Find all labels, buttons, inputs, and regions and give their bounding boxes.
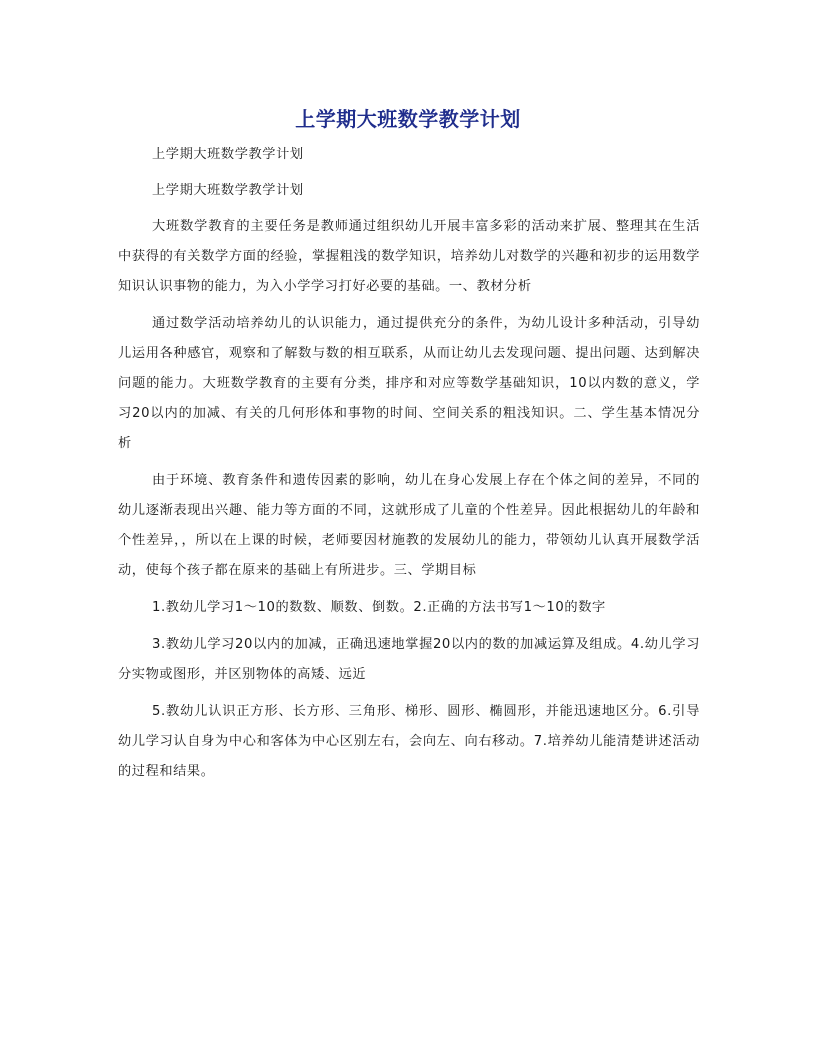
paragraph-subtitle-2: 上学期大班数学教学计划 <box>152 183 304 198</box>
paragraph-intro: 大班数学教育的主要任务是教师通过组织幼儿开展丰富多彩的活动来扩展、整理其在生活中获得的有关数学方面的经验，掌握粗浅的数学知识，培养幼儿对数学的兴趣和初步的运用数学知识认识事物的能力，为入小学学习打好必要的基础。一、教材分析 <box>118 219 700 294</box>
paragraph-goal-1-2: 1.教幼儿学习1～10的数数、顺数、倒数。2.正确的方法书写1～10的数字 <box>152 600 606 615</box>
paragraph-goal-5-7: 5.教幼儿认识正方形、长方形、三角形、梯形、圆形、椭圆形，并能迅速地区分。6.引导幼儿学习认自身为中心和客体为中心区别左右，会向左、向右移动。7.培养幼儿能清楚讲述活动的过程和结果。 <box>118 704 700 779</box>
document-body <box>118 140 700 794</box>
paragraph-subtitle-1: 上学期大班数学教学计划 <box>152 147 304 162</box>
paragraph-student-analysis: 由于环境、教育条件和遗传因素的影响，幼儿在身心发展上存在个体之间的差异，不同的幼儿逐渐表现出兴趣、能力等方面的不同，这就形成了儿童的个性差异。因此根据幼儿的年龄和个性差异，，所以在上课的时候，老师要因材施教的发展幼儿的能力，带领幼儿认真开展数学活动，使每个孩子都在原来的基础上有所进步。三、学期目标 <box>118 473 700 578</box>
paragraph-materials-analysis: 通过数学活动培养幼儿的认识能力，通过提供充分的条件，为幼儿设计多种活动，引导幼儿运用各种感官，观察和了解数与数的相互联系，从而让幼儿去发现问题、提出问题、达到解决问题的能力。大班数学教育的主要有分类，排序和对应等数学基础知识，10以内数的意义，学习20以内的加减、有关的几何形体和事物的时间、空间关系的粗浅知识。二、学生基本情况分析 <box>118 316 700 451</box>
document-title: 上学期大班数学教学计划 <box>295 107 521 131</box>
paragraph-goal-3-4: 3.教幼儿学习20以内的加减，正确迅速地掌握20以内的数的加减运算及组成。4.幼儿学习分实物或图形，并区别物体的高矮、远近 <box>118 637 700 682</box>
